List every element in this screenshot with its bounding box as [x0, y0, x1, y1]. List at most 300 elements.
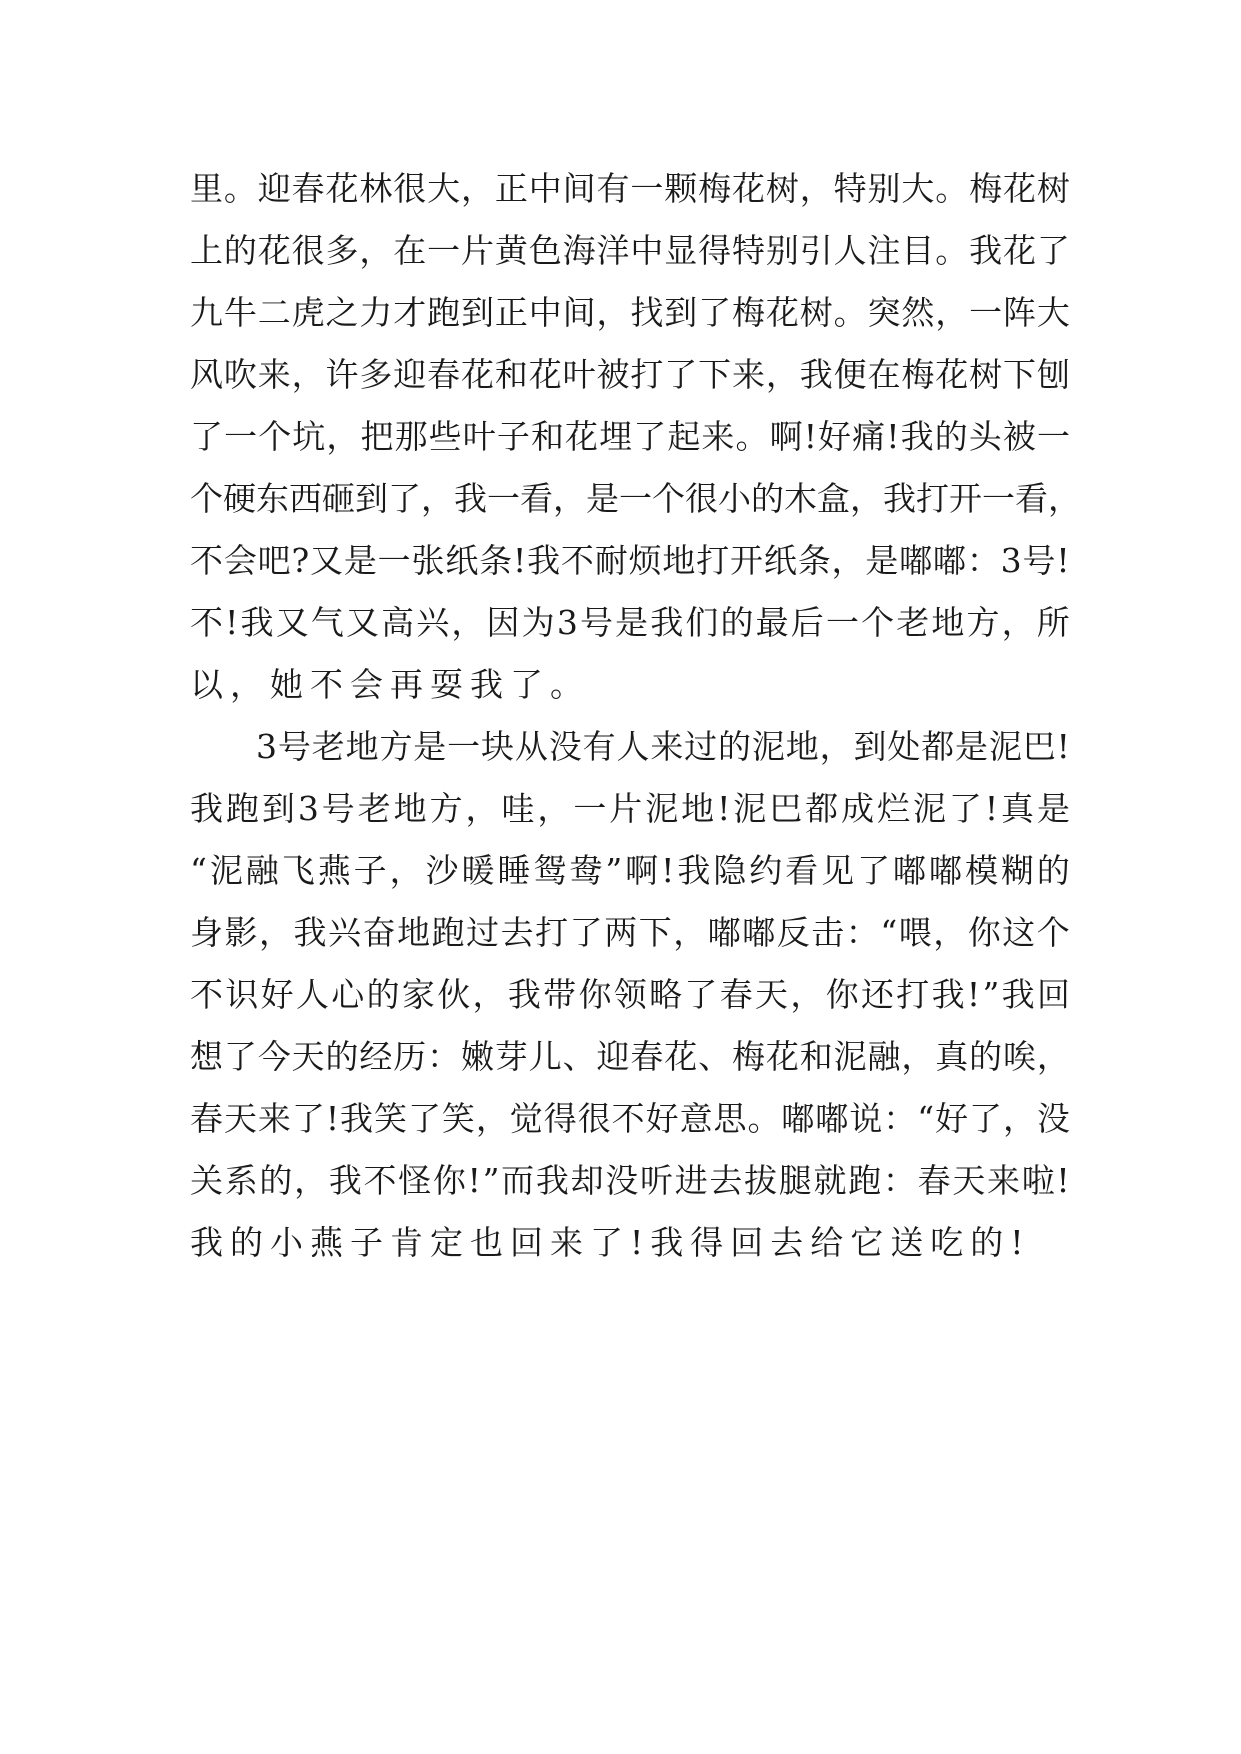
text-line — [190, 220, 1070, 282]
glyph: 打 — [896, 975, 930, 1014]
glyph: 迎 — [596, 1037, 630, 1076]
glyph: 过 — [466, 913, 500, 952]
glyph: 芽 — [494, 1037, 528, 1076]
glyph: ! — [1056, 727, 1070, 766]
glyph: 来 — [732, 355, 765, 394]
glyph: 花 — [732, 169, 765, 208]
glyph: ， — [765, 355, 799, 394]
glyph: 个 — [1036, 913, 1070, 952]
glyph: 泥 — [733, 789, 767, 828]
glyph: ! — [803, 417, 817, 456]
glyph: 跑 — [427, 293, 461, 332]
glyph: 。 — [747, 1099, 781, 1138]
glyph: 打 — [630, 355, 664, 394]
glyph: 了 — [664, 355, 698, 394]
text-line — [190, 468, 1081, 530]
glyph: 号 — [321, 789, 355, 828]
glyph: 嘟 — [781, 1099, 815, 1138]
glyph: 间 — [562, 293, 596, 332]
glyph: 3 — [556, 603, 578, 642]
glyph: 很 — [393, 169, 427, 208]
glyph: 没 — [1036, 1099, 1070, 1138]
glyph: ! — [467, 1161, 481, 1200]
glyph: 正 — [494, 169, 528, 208]
glyph: 又 — [275, 603, 309, 642]
glyph: 不 — [611, 1099, 645, 1138]
glyph: 泥 — [645, 789, 679, 828]
glyph: 我 — [240, 603, 274, 642]
glyph: 高 — [381, 603, 415, 642]
glyph: 有 — [596, 169, 630, 208]
paragraph-2 — [190, 716, 1070, 1274]
glyph: 间 — [562, 169, 596, 208]
glyph: ! — [225, 603, 239, 642]
glyph: 引 — [799, 231, 833, 270]
glyph: 起 — [667, 417, 701, 456]
glyph: 了 — [698, 293, 732, 332]
glyph: 来 — [650, 727, 684, 766]
glyph: 处 — [887, 727, 921, 766]
glyph: 想 — [190, 1037, 223, 1076]
glyph: ， — [799, 169, 833, 208]
glyph: 看 — [1015, 479, 1048, 518]
glyph: 许 — [325, 355, 359, 394]
glyph: 进 — [674, 1161, 708, 1200]
glyph: ， — [901, 1037, 935, 1076]
glyph: 3 — [297, 789, 319, 828]
glyph: 我 — [293, 913, 327, 952]
glyph: 影 — [224, 913, 258, 952]
glyph: ， — [596, 293, 630, 332]
glyph: 是 — [586, 479, 619, 518]
glyph: ： — [845, 913, 879, 952]
glyph: 是 — [615, 603, 649, 642]
glyph: 砸 — [322, 479, 355, 518]
glyph: 和 — [494, 355, 528, 394]
glyph: 特 — [833, 169, 867, 208]
glyph: 的 — [751, 479, 784, 518]
glyph: 我 — [507, 975, 541, 1014]
glyph: 别 — [867, 169, 901, 208]
glyph: 春 — [917, 1161, 951, 1200]
paragraph-1 — [190, 158, 1081, 716]
glyph: 我 — [1001, 975, 1035, 1014]
glyph: 隐 — [713, 851, 747, 890]
glyph: 就 — [813, 1161, 847, 1200]
glyph: 。 — [935, 231, 969, 270]
glyph: 二 — [257, 293, 291, 332]
glyph: 春 — [719, 975, 753, 1014]
glyph: 之 — [325, 293, 359, 332]
glyph: 哇 — [501, 789, 535, 828]
glyph: 都 — [805, 789, 839, 828]
glyph: 。 — [223, 169, 257, 208]
text-line — [190, 1026, 1070, 1088]
text-line — [190, 158, 1070, 220]
glyph: 花 — [257, 231, 291, 270]
glyph: 一 — [619, 479, 652, 518]
glyph: 我 — [190, 789, 223, 828]
glyph: 我 — [454, 479, 487, 518]
glyph: 天 — [755, 975, 788, 1014]
glyph: 我 — [900, 417, 934, 456]
glyph: 约 — [749, 851, 783, 890]
glyph: 花 — [765, 1037, 799, 1076]
glyph: 关 — [190, 1161, 223, 1200]
text-line — [190, 902, 1070, 964]
glyph: 很 — [577, 1099, 611, 1138]
glyph: 阵 — [1003, 293, 1036, 332]
glyph: 大 — [1036, 293, 1070, 332]
glyph: ， — [831, 541, 865, 580]
glyph: 燕 — [317, 851, 351, 890]
glyph: 模 — [964, 851, 998, 890]
glyph: 迎 — [257, 169, 291, 208]
glyph: 花 — [935, 355, 969, 394]
glyph: 一 — [447, 727, 481, 766]
glyph: 子 — [496, 417, 530, 456]
glyph: 又 — [345, 603, 379, 642]
glyph: 系 — [224, 1161, 258, 1200]
glyph: 东 — [256, 479, 289, 518]
glyph: 地 — [785, 727, 819, 766]
glyph: 啊 — [625, 851, 659, 890]
glyph: 嘟 — [928, 851, 962, 890]
glyph: 吧 — [257, 541, 291, 580]
glyph: 目 — [901, 231, 935, 270]
glyph: ” — [605, 851, 623, 890]
glyph: 花 — [1003, 231, 1036, 270]
glyph: 树 — [765, 169, 799, 208]
glyph: 下 — [638, 913, 672, 952]
glyph: 真 — [1001, 789, 1035, 828]
glyph: 多 — [325, 231, 359, 270]
glyph: 的 — [259, 1161, 293, 1200]
glyph: 虎 — [291, 293, 325, 332]
glyph: 埋 — [599, 417, 633, 456]
glyph: 黄 — [494, 231, 528, 270]
glyph: 梅 — [969, 169, 1003, 208]
glyph: 身 — [190, 913, 223, 952]
glyph: 海 — [562, 231, 596, 270]
glyph: 刨 — [1036, 355, 1070, 394]
glyph: 跑 — [848, 1161, 882, 1200]
glyph: 来 — [257, 355, 291, 394]
text-line — [190, 406, 1070, 468]
glyph: 得 — [543, 1099, 577, 1138]
glyph: 了 — [633, 417, 667, 456]
glyph: ， — [1036, 1037, 1070, 1076]
glyph: ! — [1056, 1161, 1070, 1200]
glyph: 片 — [461, 231, 494, 270]
glyph: 兴 — [328, 913, 362, 952]
glyph: 一 — [224, 417, 258, 456]
glyph: 啊 — [769, 417, 803, 456]
glyph: 多 — [359, 355, 393, 394]
glyph: ： — [882, 1161, 916, 1200]
glyph: 一 — [825, 603, 859, 642]
glyph: 从 — [514, 727, 548, 766]
glyph: 意 — [679, 1099, 713, 1138]
glyph: 些 — [428, 417, 462, 456]
glyph: 你 — [967, 913, 1001, 952]
glyph: 成 — [841, 789, 875, 828]
glyph: 一 — [982, 479, 1015, 518]
glyph: 个 — [190, 479, 223, 518]
glyph: 九 — [190, 293, 223, 332]
glyph: 我 — [340, 1099, 374, 1138]
glyph: 纸 — [763, 541, 797, 580]
glyph: 到 — [261, 789, 295, 828]
glyph: 方 — [379, 727, 413, 766]
glyph: 才 — [393, 293, 427, 332]
glyph: 找 — [630, 293, 664, 332]
glyph: 来 — [257, 1099, 291, 1138]
glyph: 一 — [969, 293, 1003, 332]
glyph: 泥 — [209, 851, 243, 890]
glyph: 天 — [952, 1161, 986, 1200]
glyph: 、 — [698, 1037, 732, 1076]
glyph: 了 — [857, 851, 891, 890]
glyph: ， — [259, 913, 293, 952]
glyph: ： — [427, 1037, 461, 1076]
glyph: 鸳 — [533, 851, 567, 890]
glyph: 坑 — [292, 417, 326, 456]
glyph: 嘟 — [899, 541, 933, 580]
glyph: 不 — [560, 541, 594, 580]
glyph: 花 — [1003, 169, 1036, 208]
glyph: ! — [661, 851, 675, 890]
glyph: 好 — [935, 1099, 969, 1138]
document-page — [190, 158, 1081, 1274]
glyph: 是 — [343, 541, 377, 580]
glyph: 我 — [650, 603, 684, 642]
text-line — [190, 282, 1070, 344]
glyph: 我 — [535, 1161, 569, 1200]
glyph: 人 — [833, 231, 867, 270]
glyph: 小 — [718, 479, 751, 518]
glyph: 后 — [790, 603, 824, 642]
glyph: 和 — [530, 417, 564, 456]
glyph: 到 — [853, 727, 887, 766]
glyph: 在 — [393, 231, 427, 270]
glyph: 却 — [570, 1161, 604, 1200]
glyph: 一 — [377, 541, 411, 580]
glyph: 号 — [277, 727, 311, 766]
glyph: 然 — [901, 293, 935, 332]
glyph: 便 — [833, 355, 867, 394]
glyph: 这 — [1002, 913, 1036, 952]
glyph: 真 — [935, 1037, 969, 1076]
glyph: 中 — [630, 231, 664, 270]
glyph: 天 — [223, 1099, 257, 1138]
glyph: ， — [291, 355, 325, 394]
glyph: 我 — [931, 975, 965, 1014]
text-line — [190, 344, 1070, 406]
glyph: 是 — [1036, 789, 1070, 828]
glyph: 西 — [289, 479, 322, 518]
glyph: 块 — [481, 727, 515, 766]
glyph: 说 — [849, 1099, 883, 1138]
glyph: ! — [1056, 541, 1070, 580]
glyph: 别 — [765, 231, 799, 270]
glyph: 梅 — [698, 169, 732, 208]
glyph: 巴 — [769, 789, 803, 828]
glyph: 嘟 — [742, 913, 776, 952]
glyph: 不 — [363, 1161, 397, 1200]
glyph: 嘟 — [707, 913, 741, 952]
glyph: 没 — [548, 727, 582, 766]
glyph: 了 — [388, 479, 421, 518]
glyph: ! — [966, 975, 981, 1014]
text-line — [190, 1150, 1070, 1212]
glyph: 是 — [413, 727, 447, 766]
glyph: 人 — [616, 727, 650, 766]
glyph: 我 — [969, 231, 1003, 270]
glyph: 3 — [1000, 541, 1022, 580]
glyph: 听 — [639, 1161, 673, 1200]
glyph: 的 — [366, 975, 400, 1014]
glyph: 烦 — [628, 541, 662, 580]
glyph: ， — [461, 169, 494, 208]
glyph: 叶 — [562, 355, 596, 394]
glyph: 你 — [825, 975, 859, 1014]
glyph: 是 — [865, 541, 899, 580]
glyph: 不 — [190, 603, 223, 642]
text-line: 我的小燕子肯定也回来了!我得回去给它送吃的! — [190, 1223, 1031, 1262]
glyph: 糊 — [1000, 851, 1034, 890]
glyph: 巴 — [1022, 727, 1056, 766]
glyph: 气 — [310, 603, 344, 642]
glyph: ： — [883, 1099, 917, 1138]
glyph: 。 — [833, 293, 867, 332]
glyph: 方 — [966, 603, 1000, 642]
glyph: 家 — [401, 975, 435, 1014]
glyph: 怪 — [398, 1161, 432, 1200]
glyph: 特 — [732, 231, 765, 270]
glyph: 迎 — [393, 355, 427, 394]
glyph: ， — [451, 603, 485, 642]
glyph: 的 — [934, 417, 968, 456]
glyph: 的 — [325, 1037, 359, 1076]
glyph: 觉 — [509, 1099, 543, 1138]
glyph: ， — [935, 293, 969, 332]
glyph: 花 — [325, 169, 359, 208]
glyph: 很 — [685, 479, 718, 518]
glyph: 心 — [331, 975, 365, 1014]
glyph: 腿 — [778, 1161, 812, 1200]
glyph: 张 — [411, 541, 445, 580]
glyph: 把 — [360, 417, 394, 456]
glyph: 老 — [311, 727, 345, 766]
glyph: 颗 — [664, 169, 698, 208]
glyph: 林 — [359, 169, 393, 208]
glyph: 奋 — [362, 913, 396, 952]
glyph: 打 — [535, 913, 569, 952]
glyph: 嘟 — [933, 541, 967, 580]
glyph: 地 — [662, 541, 696, 580]
glyph: 了 — [1036, 231, 1070, 270]
glyph: 回 — [1036, 975, 1070, 1014]
glyph: 喂 — [898, 913, 932, 952]
text-line — [190, 964, 1070, 1026]
glyph: 反 — [776, 913, 810, 952]
glyph: 好 — [645, 1099, 679, 1138]
glyph: 不 — [190, 541, 223, 580]
glyph: 在 — [867, 355, 901, 394]
glyph: 个 — [861, 603, 895, 642]
glyph: ， — [933, 913, 967, 952]
glyph: 大 — [901, 169, 935, 208]
glyph: 正 — [494, 293, 528, 332]
glyph: 了 — [190, 417, 223, 456]
glyph: 春 — [190, 1099, 223, 1138]
glyph: 地 — [393, 789, 427, 828]
glyph: 一 — [427, 231, 461, 270]
glyph: 会 — [223, 541, 257, 580]
glyph: 去 — [500, 913, 534, 952]
glyph: 很 — [291, 231, 325, 270]
glyph: 的 — [718, 727, 752, 766]
glyph: 泥 — [833, 1037, 867, 1076]
glyph: 方 — [429, 789, 463, 828]
glyph: 号 — [579, 603, 613, 642]
glyph: 里 — [190, 169, 223, 208]
glyph: ： — [966, 541, 1000, 580]
glyph: ， — [465, 789, 499, 828]
glyph: 为 — [521, 603, 555, 642]
glyph: 我 — [677, 851, 711, 890]
glyph: 了 — [223, 1037, 257, 1076]
glyph: 耐 — [594, 541, 628, 580]
glyph: 所 — [1036, 603, 1070, 642]
glyph: 那 — [394, 417, 428, 456]
glyph: 花 — [461, 355, 494, 394]
glyph: 显 — [664, 231, 698, 270]
glyph: 风 — [190, 355, 223, 394]
glyph: 子 — [353, 851, 387, 890]
glyph: 个 — [652, 479, 685, 518]
glyph: 上 — [190, 231, 223, 270]
glyph: 一 — [1036, 417, 1070, 456]
glyph: ， — [1001, 603, 1035, 642]
glyph: ， — [359, 231, 393, 270]
glyph: 被 — [1002, 417, 1036, 456]
glyph: 一 — [630, 169, 664, 208]
glyph: 纸 — [445, 541, 479, 580]
glyph: 没 — [605, 1161, 639, 1200]
glyph: ， — [472, 975, 506, 1014]
glyph: ， — [850, 479, 883, 518]
glyph: 经 — [359, 1037, 393, 1076]
glyph: 的 — [969, 1037, 1003, 1076]
glyph: 中 — [528, 293, 562, 332]
glyph: “ — [917, 1099, 935, 1138]
glyph: 融 — [867, 1037, 901, 1076]
glyph: 春 — [427, 355, 461, 394]
glyph: 人 — [295, 975, 329, 1014]
glyph: 、 — [562, 1037, 596, 1076]
glyph: 嘟 — [815, 1099, 849, 1138]
text-line — [190, 716, 1070, 778]
glyph: 了 — [407, 1099, 441, 1138]
glyph: 片 — [609, 789, 643, 828]
glyph: ， — [421, 479, 454, 518]
glyph: ， — [790, 975, 824, 1014]
glyph: 条 — [797, 541, 831, 580]
glyph: ! — [512, 541, 527, 580]
glyph: ! — [325, 1099, 340, 1138]
